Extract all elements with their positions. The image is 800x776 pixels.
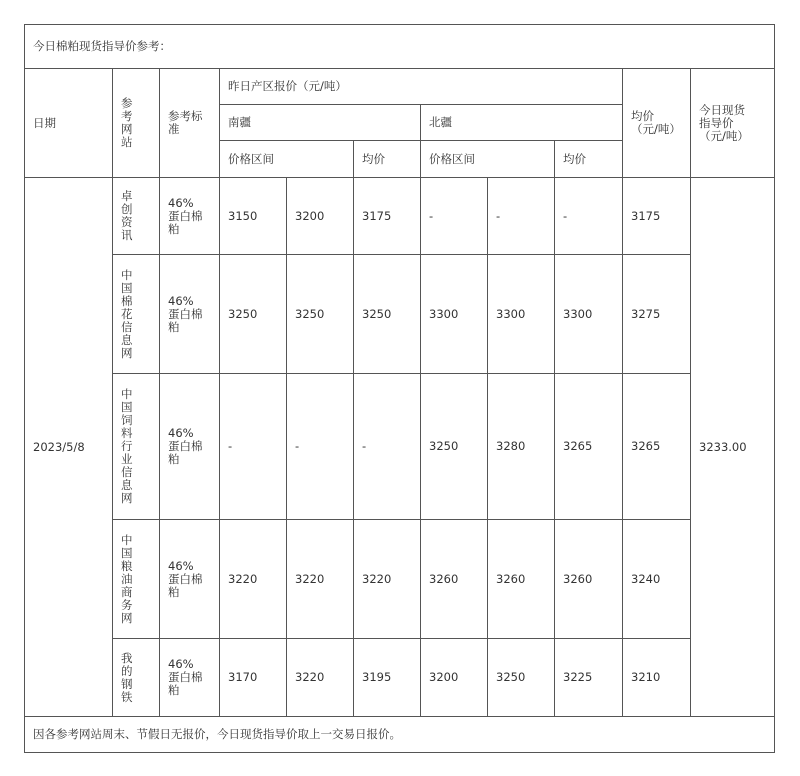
north-avg: 3225 bbox=[555, 639, 623, 717]
south-low: 3170 bbox=[220, 639, 287, 717]
footnote: 因各参考网站周末、节假日无报价，今日现货指导价取上一交易日报价。 bbox=[25, 717, 775, 753]
south-high: 3200 bbox=[287, 178, 354, 255]
north-low: 3250 bbox=[421, 374, 488, 520]
north-low: 3260 bbox=[421, 520, 488, 639]
row-avg: 3175 bbox=[623, 178, 691, 255]
header-north-xinjiang: 北疆 bbox=[421, 105, 623, 141]
header-date: 日期 bbox=[25, 69, 113, 178]
table-row bbox=[25, 255, 775, 374]
south-avg: 3195 bbox=[354, 639, 421, 717]
north-low: 3300 bbox=[421, 255, 488, 374]
standard-cell: 46%蛋白棉粕 bbox=[160, 255, 220, 374]
south-avg: - bbox=[354, 374, 421, 520]
south-avg: 3175 bbox=[354, 178, 421, 255]
row-avg: 3210 bbox=[623, 639, 691, 717]
south-low: 3220 bbox=[220, 520, 287, 639]
south-low: 3150 bbox=[220, 178, 287, 255]
site-name: 卓创资讯 bbox=[113, 178, 160, 255]
south-low: - bbox=[220, 374, 287, 520]
header-site: 参考网站 bbox=[113, 69, 160, 178]
table-row bbox=[25, 520, 775, 639]
row-avg: 3240 bbox=[623, 520, 691, 639]
table-row bbox=[25, 374, 775, 520]
north-high: 3280 bbox=[488, 374, 555, 520]
row-avg: 3275 bbox=[623, 255, 691, 374]
standard-cell: 46%蛋白棉粕 bbox=[160, 178, 220, 255]
header-south-xinjiang: 南疆 bbox=[220, 105, 421, 141]
header-north-range: 价格区间 bbox=[421, 141, 555, 178]
north-low: 3200 bbox=[421, 639, 488, 717]
north-high: - bbox=[488, 178, 555, 255]
site-name: 中国粮油商务网 bbox=[113, 520, 160, 639]
north-avg: 3260 bbox=[555, 520, 623, 639]
header-standard: 参考标准 bbox=[160, 69, 220, 178]
north-high: 3300 bbox=[488, 255, 555, 374]
south-avg: 3220 bbox=[354, 520, 421, 639]
south-low: 3250 bbox=[220, 255, 287, 374]
south-high: - bbox=[287, 374, 354, 520]
north-avg: 3300 bbox=[555, 255, 623, 374]
north-avg: 3265 bbox=[555, 374, 623, 520]
standard-cell: 46%蛋白棉粕 bbox=[160, 639, 220, 717]
table-row bbox=[25, 178, 775, 255]
header-north-avg: 均价 bbox=[555, 141, 623, 178]
north-high: 3260 bbox=[488, 520, 555, 639]
today-guide-price: 3233.00 bbox=[691, 178, 775, 717]
south-high: 3220 bbox=[287, 520, 354, 639]
header-yesterday-quote: 昨日产区报价（元/吨） bbox=[220, 69, 623, 105]
standard-cell: 46%蛋白棉粕 bbox=[160, 374, 220, 520]
header-south-avg: 均价 bbox=[354, 141, 421, 178]
row-avg: 3265 bbox=[623, 374, 691, 520]
site-name: 中国饲料行业信息网 bbox=[113, 374, 160, 520]
north-low: - bbox=[421, 178, 488, 255]
north-avg: - bbox=[555, 178, 623, 255]
standard-cell: 46%蛋白棉粕 bbox=[160, 520, 220, 639]
header-south-range: 价格区间 bbox=[220, 141, 354, 178]
south-avg: 3250 bbox=[354, 255, 421, 374]
north-high: 3250 bbox=[488, 639, 555, 717]
site-name: 我的钢铁 bbox=[113, 639, 160, 717]
south-high: 3250 bbox=[287, 255, 354, 374]
table-title: 今日棉粕现货指导价参考： bbox=[25, 25, 775, 69]
site-name: 中国棉花信息网 bbox=[113, 255, 160, 374]
south-high: 3220 bbox=[287, 639, 354, 717]
price-table bbox=[24, 24, 775, 753]
header-average: 均价（元/吨） bbox=[623, 69, 691, 178]
date-cell: 2023/5/8 bbox=[25, 178, 113, 717]
table-row bbox=[25, 639, 775, 717]
header-today-guide-price: 今日现货指导价（元/吨） bbox=[691, 69, 775, 178]
